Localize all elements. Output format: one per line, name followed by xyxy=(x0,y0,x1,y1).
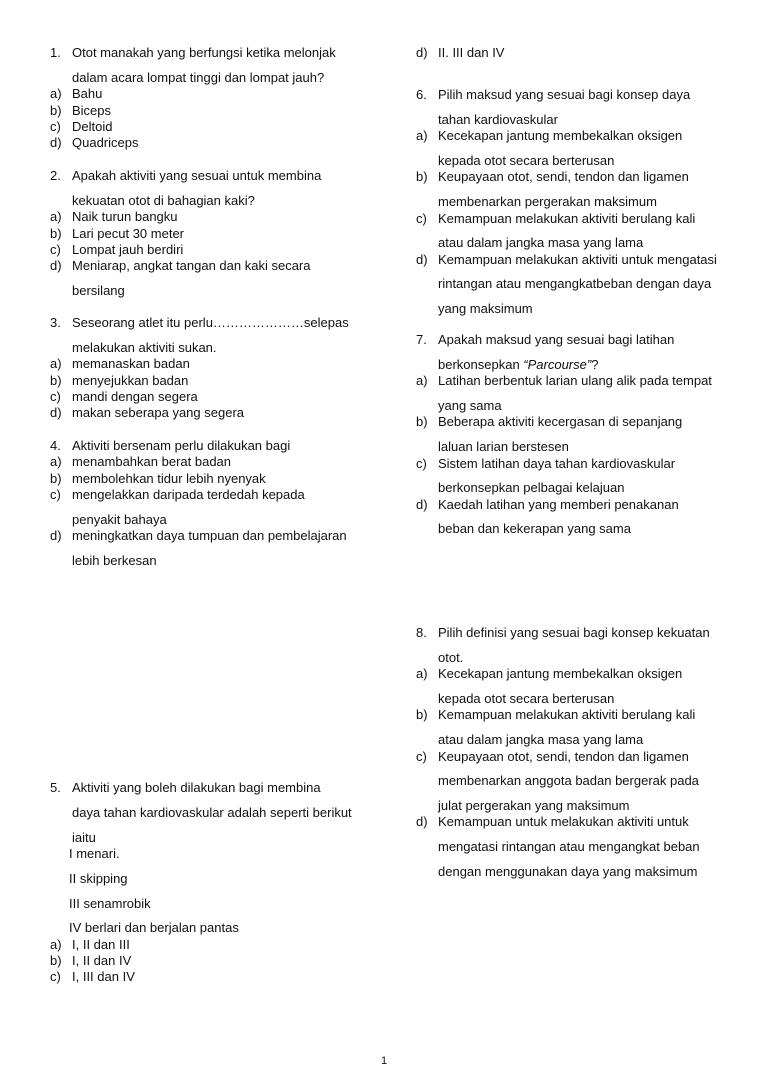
option-text-continued: laluan larian berstesen xyxy=(438,439,569,455)
option-text: menyejukkan badan xyxy=(72,372,189,388)
option-text-continued: atau dalam jangka masa yang lama xyxy=(438,235,644,251)
option-d xyxy=(50,258,390,274)
question-stem: Seseorang atlet itu perlu…………………selepas xyxy=(72,315,349,330)
option-text-continued: yang sama xyxy=(438,397,502,413)
statement-item: I menari. xyxy=(69,845,120,861)
option-b xyxy=(50,226,390,242)
option-b xyxy=(416,414,756,430)
option-a xyxy=(416,373,756,389)
option-text: Kecekapan jantung membekalkan oksigen xyxy=(438,128,683,144)
question-number: 5. xyxy=(50,780,61,795)
option-letter: d) xyxy=(416,814,428,830)
emphasized-term: “Parcourse” xyxy=(523,356,592,372)
option-d xyxy=(50,528,390,544)
question-stem: Aktiviti yang boleh dilakukan bagi membina xyxy=(72,780,321,795)
option-text: Beberapa aktiviti kecergasan di sepanjang xyxy=(438,414,683,430)
option-text-continued: rintangan atau mengangkatbeban dengan daya xyxy=(438,276,712,292)
option-text: Biceps xyxy=(72,102,112,118)
question-stem: Pilih maksud yang sesuai bagi konsep daya xyxy=(438,87,691,102)
option-text: makan seberapa yang segera xyxy=(72,405,245,421)
option-c xyxy=(50,969,390,985)
option-text-continued: mengatasi rintangan atau mengangkat beban xyxy=(438,839,700,855)
option-c xyxy=(416,211,756,227)
option-text: Kemampuan melakukan aktiviti untuk mengatasi xyxy=(438,251,717,267)
option-letter: c) xyxy=(50,241,61,257)
option-letter: a) xyxy=(416,373,428,389)
option-d xyxy=(416,252,756,268)
option-letter: a) xyxy=(416,666,428,682)
option-text-continued: julat pergerakan yang maksimum xyxy=(438,798,630,814)
question-stem: Aktiviti bersenam perlu dilakukan bagi xyxy=(72,438,291,453)
statement-item: III senamrobik xyxy=(69,895,151,911)
option-c xyxy=(50,242,390,258)
option-d xyxy=(416,497,756,513)
option-letter: a) xyxy=(50,936,62,952)
option-text: Meniarap, angkat tangan dan kaki secara xyxy=(72,258,311,274)
option-letter: c) xyxy=(50,969,61,985)
option-b xyxy=(50,373,390,389)
question-number: 8. xyxy=(416,625,427,640)
option-letter: c) xyxy=(50,388,61,404)
option-letter: b) xyxy=(50,225,62,241)
option-letter: d) xyxy=(416,45,428,60)
option-text-continued: dengan menggunakan daya yang maksimum xyxy=(438,864,698,880)
question-number: 6. xyxy=(416,87,427,102)
option-letter: d) xyxy=(50,258,62,274)
option-b xyxy=(50,471,390,487)
question-stem: daya tahan kardiovaskular adalah seperti berikut xyxy=(72,804,352,820)
option-text-continued: kepada otot secara berterusan xyxy=(438,152,615,168)
option-letter: c) xyxy=(416,210,427,226)
option-text: Keupayaan otot, sendi, tendon dan ligamen xyxy=(438,169,689,185)
question-stem: kekuatan otot di bahagian kaki? xyxy=(72,192,255,208)
option-letter: b) xyxy=(416,169,428,185)
option-text: I, II dan IV xyxy=(72,953,132,969)
option-text: Quadriceps xyxy=(72,135,139,151)
option-a xyxy=(416,128,756,144)
option-letter: b) xyxy=(50,372,62,388)
question-number: 4. xyxy=(50,438,61,453)
question-stem: tahan kardiovaskular xyxy=(438,111,558,127)
option-text: I, II dan III xyxy=(72,936,130,952)
question-stem: Pilih definisi yang sesuai bagi konsep kekuatan xyxy=(438,625,710,640)
option-text: Deltoid xyxy=(72,118,113,134)
option-text: Lompat jauh berdiri xyxy=(72,241,184,257)
option-letter: a) xyxy=(50,86,62,102)
option-c xyxy=(416,749,756,765)
option-c xyxy=(50,487,390,503)
option-letter: a) xyxy=(416,128,428,144)
option-d xyxy=(416,814,756,830)
question-3 xyxy=(50,315,390,422)
question-stem: Apakah maksud yang sesuai bagi latihan xyxy=(438,332,675,347)
question-7 xyxy=(416,332,756,538)
question-stem: Apakah aktiviti yang sesuai untuk membina xyxy=(72,168,322,183)
option-d xyxy=(50,135,390,151)
option-text: Kemampuan melakukan aktiviti berulang kali xyxy=(438,707,696,723)
option-letter: c) xyxy=(416,748,427,764)
option-letter: b) xyxy=(416,707,428,723)
question-stem: berkonsepkan “Parcourse”? xyxy=(438,356,599,372)
option-b xyxy=(50,953,390,969)
option-b xyxy=(416,707,756,723)
option-text-continued: lebih berkesan xyxy=(72,553,157,569)
option-letter: d) xyxy=(50,528,62,544)
question-5-option-d xyxy=(416,45,756,61)
question-6 xyxy=(416,87,756,318)
option-letter: b) xyxy=(50,953,62,969)
question-stem: Otot manakah yang berfungsi ketika melonjak xyxy=(72,45,336,60)
option-text: memanaskan badan xyxy=(72,356,190,372)
option-b xyxy=(416,169,756,185)
option-letter: b) xyxy=(416,414,428,430)
option-a xyxy=(50,454,390,470)
question-stem: dalam acara lompat tinggi dan lompat jauh? xyxy=(72,69,325,85)
question-4 xyxy=(50,438,390,570)
option-text: Kecekapan jantung membekalkan oksigen xyxy=(438,666,683,682)
question-number: 3. xyxy=(50,315,61,330)
statement-item: IV berlari dan berjalan pantas xyxy=(69,920,239,936)
option-text: Kemampuan untuk melakukan aktiviti untuk xyxy=(438,814,689,830)
option-letter: a) xyxy=(50,356,62,372)
question-number: 1. xyxy=(50,45,61,60)
option-letter: c) xyxy=(50,487,61,503)
option-text: Keupayaan otot, sendi, tendon dan ligamen xyxy=(438,748,689,764)
option-text-continued: penyakit bahaya xyxy=(72,511,167,527)
option-text: mengelakkan daripada terdedah kepada xyxy=(72,487,305,503)
option-text: Bahu xyxy=(72,86,103,102)
option-letter: d) xyxy=(50,135,62,151)
question-number: 2. xyxy=(50,168,61,183)
option-b xyxy=(50,103,390,119)
option-text-continued: berkonsepkan pelbagai kelajuan xyxy=(438,480,625,496)
option-text: Kaedah latihan yang memberi penakanan xyxy=(438,496,679,512)
statement-item: II skipping xyxy=(69,870,128,886)
option-text: menambahkan berat badan xyxy=(72,454,232,470)
option-text-continued: membenarkan anggota badan bergerak pada xyxy=(438,773,699,789)
question-stem: iaitu xyxy=(72,829,96,845)
option-text: Kemampuan melakukan aktiviti berulang kali xyxy=(438,210,696,226)
option-text: Naik turun bangku xyxy=(72,209,178,225)
option-letter: b) xyxy=(50,470,62,486)
option-text: Lari pecut 30 meter xyxy=(72,225,185,241)
option-a xyxy=(50,209,390,225)
option-letter: a) xyxy=(50,454,62,470)
question-number: 7. xyxy=(416,332,427,347)
option-text-continued: beban dan kekerapan yang sama xyxy=(438,521,631,537)
option-text: membolehkan tidur lebih nyenyak xyxy=(72,470,266,486)
question-2 xyxy=(50,168,390,300)
question-stem: melakukan aktiviti sukan. xyxy=(72,339,217,355)
option-c xyxy=(416,456,756,472)
option-c xyxy=(50,119,390,135)
option-text: I, III dan IV xyxy=(72,969,135,985)
page-number: 1 xyxy=(380,1055,388,1067)
option-letter: c) xyxy=(50,118,61,134)
option-d xyxy=(50,405,390,421)
question-8 xyxy=(416,625,756,880)
option-letter: a) xyxy=(50,209,62,225)
option-letter: b) xyxy=(50,102,62,118)
option-letter: d) xyxy=(50,405,62,421)
option-a xyxy=(50,937,390,953)
option-text-continued: membenarkan pergerakan maksimum xyxy=(438,194,657,210)
option-c xyxy=(50,389,390,405)
option-text-continued: kepada otot secara berterusan xyxy=(438,690,615,706)
option-text-continued: yang maksimum xyxy=(438,301,533,317)
option-text: Sistem latihan daya tahan kardiovaskular xyxy=(438,455,676,471)
option-text-continued: bersilang xyxy=(72,283,125,299)
option-text: II. III dan IV xyxy=(438,45,505,60)
option-text: Latihan berbentuk larian ulang alik pada tempat xyxy=(438,373,712,389)
question-1 xyxy=(50,45,390,152)
option-letter: d) xyxy=(416,251,428,267)
option-a xyxy=(50,356,390,372)
option-letter: d) xyxy=(416,496,428,512)
option-text: mandi dengan segera xyxy=(72,388,198,404)
question-5 xyxy=(50,780,390,986)
question-stem: otot. xyxy=(438,649,464,665)
option-a xyxy=(50,86,390,102)
option-letter: c) xyxy=(416,455,427,471)
option-text: meningkatkan daya tumpuan dan pembelajaran xyxy=(72,528,347,544)
option-text-continued: atau dalam jangka masa yang lama xyxy=(438,732,644,748)
option-a xyxy=(416,666,756,682)
